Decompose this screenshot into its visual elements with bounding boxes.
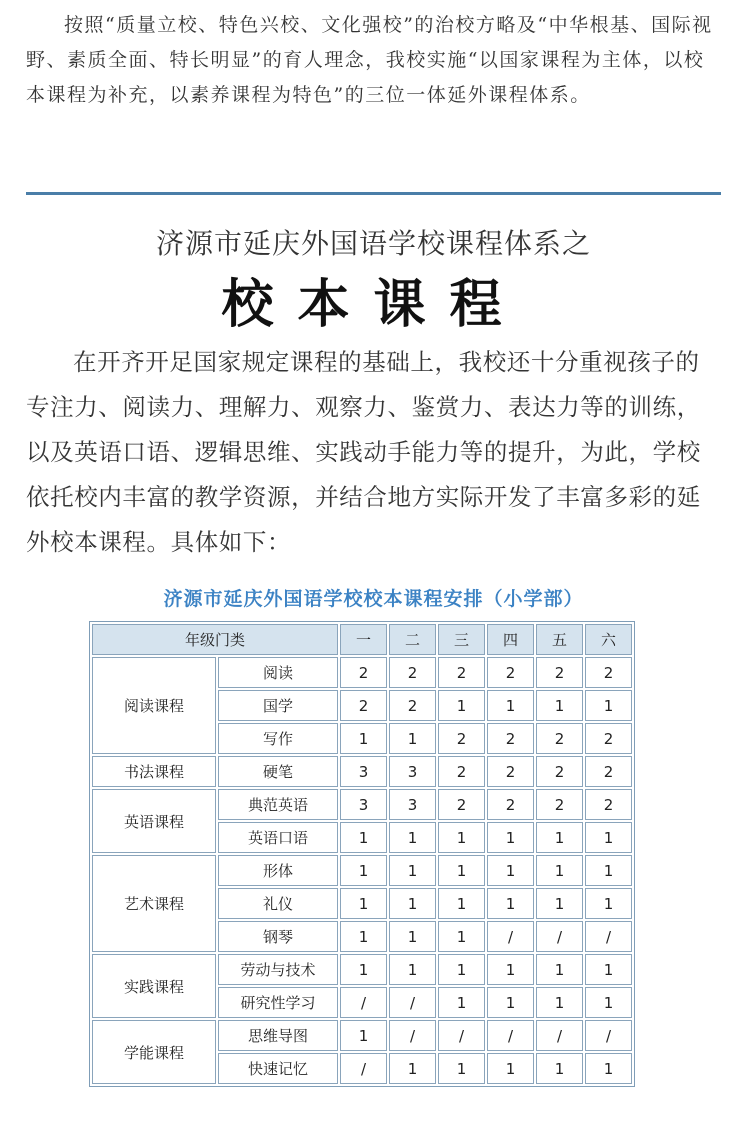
hours-cell: /: [585, 921, 632, 952]
course-cell: 快速记忆: [218, 1053, 338, 1084]
hours-cell: 1: [487, 888, 534, 919]
header-label: 年级门类: [92, 624, 338, 655]
category-cell: 书法课程: [92, 756, 216, 787]
hours-cell: /: [389, 1020, 436, 1051]
grade-header: 一: [340, 624, 387, 655]
course-cell: 形体: [218, 855, 338, 886]
hours-cell: 2: [487, 789, 534, 820]
course-cell: 英语口语: [218, 822, 338, 853]
section-divider: [26, 192, 721, 195]
hours-cell: 1: [585, 1053, 632, 1084]
hours-cell: /: [438, 1020, 485, 1051]
hours-cell: 2: [536, 657, 583, 688]
hours-cell: /: [585, 1020, 632, 1051]
hours-cell: 1: [536, 954, 583, 985]
course-cell: 写作: [218, 723, 338, 754]
hours-cell: 1: [585, 822, 632, 853]
hours-cell: 2: [438, 789, 485, 820]
hours-cell: /: [536, 1020, 583, 1051]
hours-cell: 2: [585, 657, 632, 688]
course-cell: 劳动与技术: [218, 954, 338, 985]
hours-cell: 1: [389, 921, 436, 952]
table-row: [92, 657, 632, 688]
hours-cell: 1: [340, 1020, 387, 1051]
hours-cell: /: [340, 1053, 387, 1084]
hours-cell: 2: [585, 789, 632, 820]
hours-cell: 1: [536, 1053, 583, 1084]
table-caption: 济源市延庆外国语学校校本课程安排（小学部）: [163, 588, 584, 610]
hours-cell: 2: [389, 657, 436, 688]
hours-cell: 2: [438, 756, 485, 787]
hours-cell: 1: [585, 987, 632, 1018]
hours-cell: 1: [389, 855, 436, 886]
hours-cell: 1: [487, 690, 534, 721]
hours-cell: 1: [389, 723, 436, 754]
hours-cell: 2: [438, 657, 485, 688]
table-body: [92, 657, 632, 1084]
hours-cell: 1: [389, 1053, 436, 1084]
hours-cell: 1: [487, 822, 534, 853]
section-subtitle: 济源市延庆外国语学校课程体系之: [155, 227, 591, 260]
grade-header: 三: [438, 624, 485, 655]
hours-cell: 1: [340, 723, 387, 754]
hours-cell: 1: [389, 822, 436, 853]
table-row: [92, 756, 632, 787]
hours-cell: 1: [487, 855, 534, 886]
hours-cell: 1: [340, 954, 387, 985]
hours-cell: 2: [487, 657, 534, 688]
hours-cell: 1: [585, 954, 632, 985]
course-cell: 思维导图: [218, 1020, 338, 1051]
hours-cell: 2: [536, 756, 583, 787]
hours-cell: 1: [487, 987, 534, 1018]
hours-cell: 1: [487, 1053, 534, 1084]
hours-cell: 2: [389, 690, 436, 721]
hours-cell: 1: [438, 822, 485, 853]
hours-cell: 1: [438, 855, 485, 886]
hours-cell: 1: [536, 987, 583, 1018]
hours-cell: 2: [585, 723, 632, 754]
category-cell: 英语课程: [92, 789, 216, 853]
table-row: [92, 1020, 632, 1051]
hours-cell: 3: [340, 756, 387, 787]
hours-cell: 1: [340, 855, 387, 886]
hours-cell: 1: [340, 921, 387, 952]
hours-cell: 1: [389, 954, 436, 985]
course-cell: 典范英语: [218, 789, 338, 820]
hours-cell: 1: [438, 888, 485, 919]
hours-cell: 1: [438, 954, 485, 985]
hours-cell: 1: [438, 987, 485, 1018]
category-cell: 阅读课程: [92, 657, 216, 754]
hours-cell: 1: [340, 822, 387, 853]
hours-cell: /: [487, 1020, 534, 1051]
hours-cell: 2: [536, 789, 583, 820]
grade-header: 二: [389, 624, 436, 655]
course-cell: 国学: [218, 690, 338, 721]
hours-cell: 1: [585, 855, 632, 886]
course-cell: 阅读: [218, 657, 338, 688]
hours-cell: 3: [389, 789, 436, 820]
intro-paragraph: 按照“质量立校、特色兴校、文化强校”的治校方略及“中华根基、国际视野、素质全面、特长明显”的育人理念，我校实施“以国家课程为主体，以校本课程为补充，以素养课程为特色”的三位一体延外课程体系。: [26, 14, 713, 106]
table-row: [92, 954, 632, 985]
hours-cell: 2: [585, 756, 632, 787]
hours-cell: 2: [536, 723, 583, 754]
hours-cell: 2: [340, 690, 387, 721]
hours-cell: 2: [340, 657, 387, 688]
course-cell: 钢琴: [218, 921, 338, 952]
hours-cell: /: [487, 921, 534, 952]
grade-header: 五: [536, 624, 583, 655]
course-cell: 研究性学习: [218, 987, 338, 1018]
table-header-row: [92, 624, 632, 655]
course-cell: 硬笔: [218, 756, 338, 787]
hours-cell: 1: [536, 690, 583, 721]
body-paragraph: 在开齐开足国家规定课程的基础上，我校还十分重视孩子的专注力、阅读力、理解力、观察力、鉴赏力、表达力等的训练，以及英语口语、逻辑思维、实践动手能力等的提升，为此，学校依托校内丰富的教学资源，并结合地方实际开发了丰富多彩的延外校本课程。具体如下：: [26, 348, 701, 556]
hours-cell: 2: [487, 756, 534, 787]
hours-cell: 1: [536, 855, 583, 886]
course-table: [89, 621, 635, 1087]
table-row: [92, 855, 632, 886]
section-title: 校本课程: [221, 275, 526, 335]
table-row: [92, 789, 632, 820]
category-cell: 学能课程: [92, 1020, 216, 1084]
hours-cell: 1: [536, 822, 583, 853]
hours-cell: 1: [340, 888, 387, 919]
hours-cell: 1: [438, 921, 485, 952]
hours-cell: /: [340, 987, 387, 1018]
hours-cell: 1: [438, 690, 485, 721]
hours-cell: 1: [585, 888, 632, 919]
hours-cell: 1: [389, 888, 436, 919]
hours-cell: 1: [585, 690, 632, 721]
grade-header: 六: [585, 624, 632, 655]
hours-cell: /: [389, 987, 436, 1018]
hours-cell: 2: [438, 723, 485, 754]
hours-cell: /: [536, 921, 583, 952]
category-cell: 实践课程: [92, 954, 216, 1018]
hours-cell: 3: [340, 789, 387, 820]
category-cell: 艺术课程: [92, 855, 216, 952]
hours-cell: 2: [487, 723, 534, 754]
grade-header: 四: [487, 624, 534, 655]
hours-cell: 3: [389, 756, 436, 787]
hours-cell: 1: [536, 888, 583, 919]
hours-cell: 1: [438, 1053, 485, 1084]
hours-cell: 1: [487, 954, 534, 985]
course-cell: 礼仪: [218, 888, 338, 919]
